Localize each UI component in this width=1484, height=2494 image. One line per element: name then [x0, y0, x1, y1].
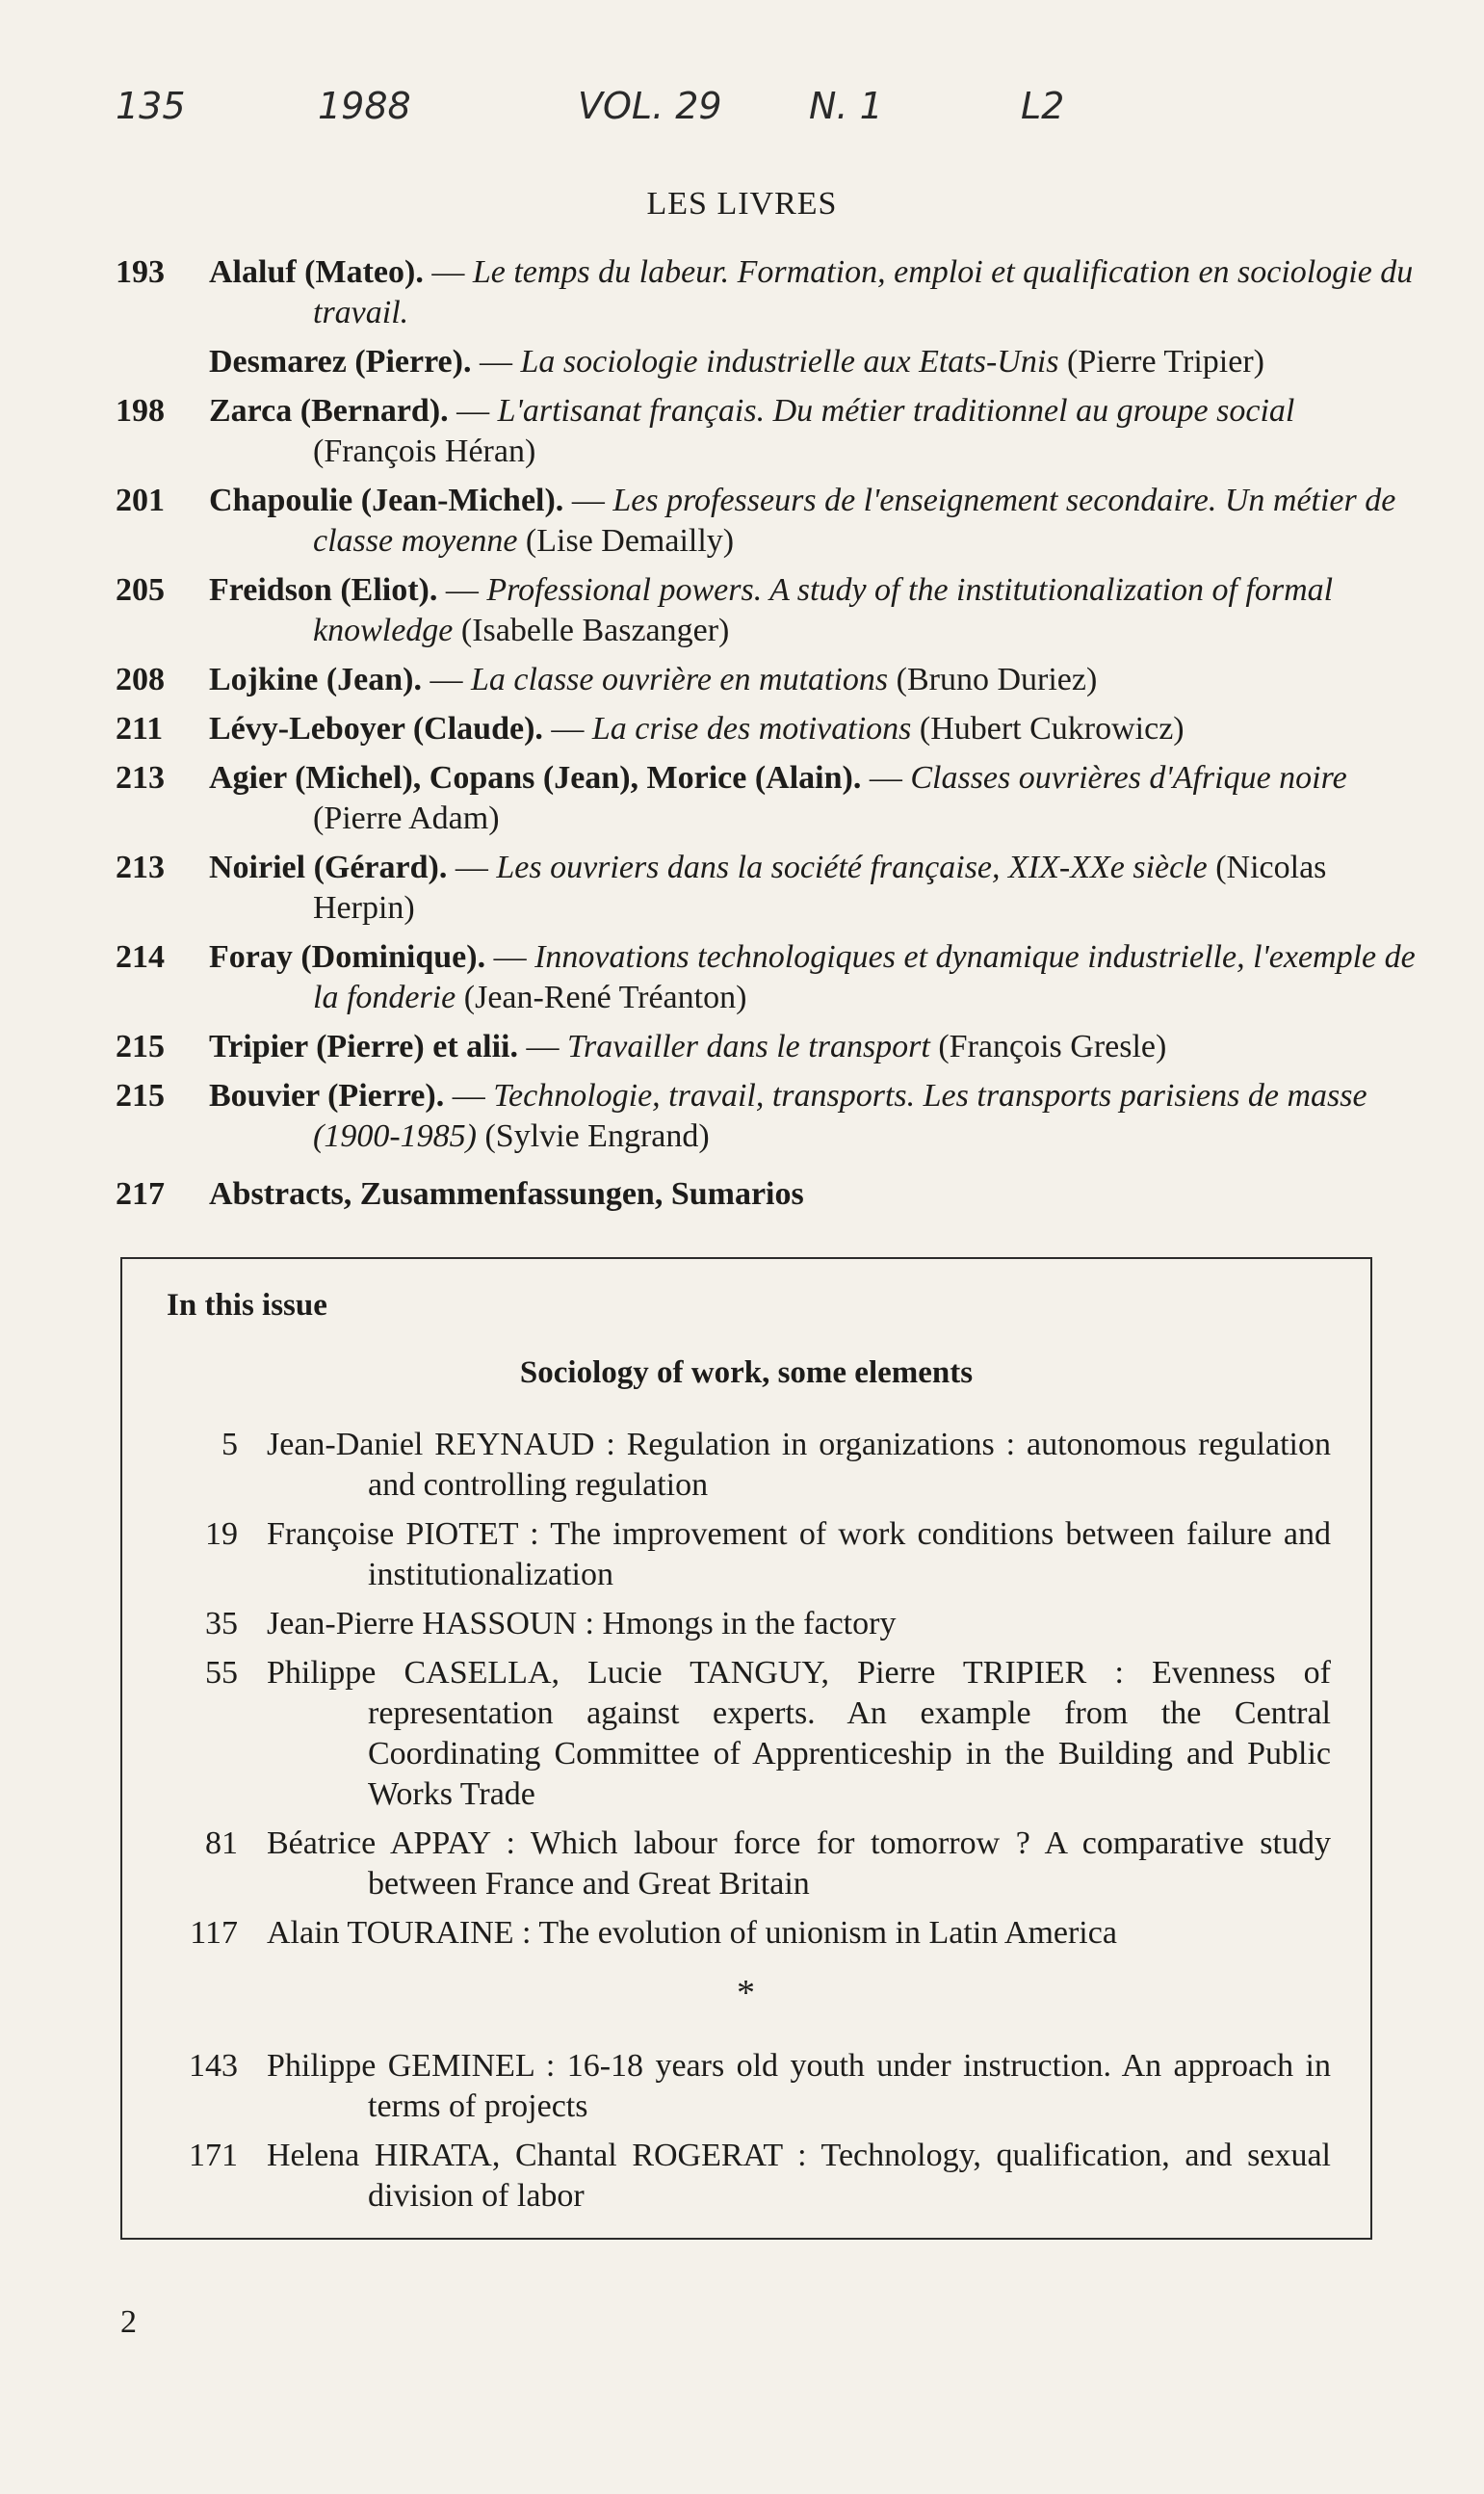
- book-author: Desmarez (Pierre).: [209, 344, 472, 380]
- book-entry: [116, 391, 1416, 472]
- article-page-number: 171: [189, 2138, 238, 2173]
- article-entry: [161, 1653, 1331, 1815]
- abstracts-entry: [116, 1174, 1416, 1215]
- article-page-number: 5: [221, 1427, 238, 1462]
- book-page-number: 215: [116, 1078, 165, 1114]
- article-page-number: 55: [205, 1655, 238, 1691]
- handwritten-annotation: [0, 85, 1484, 152]
- article-citation: Jean-Pierre HASSOUN : Hmongs in the factory: [267, 1606, 897, 1641]
- book-author: Noiriel (Gérard).: [209, 850, 448, 885]
- article-entry: [161, 2046, 1331, 2127]
- book-entry: [116, 848, 1416, 929]
- article-citation: Philippe CASELLA, Lucie TANGUY, Pierre TRIPIER : Evenness of representation against experts. An example from the Central Coordinating Committee of Apprenticeship in the Building and Public Works Trade: [267, 1655, 1331, 1812]
- book-entry: [116, 709, 1416, 749]
- book-citation: Bouvier (Pierre). — Technologie, travail, transports. Les transports parisiens de masse (1900-1985) (Sylvie Engrand): [209, 1078, 1367, 1154]
- article-entry: [161, 1604, 1331, 1644]
- article-citation: Alain TOURAINE : The evolution of unionism in Latin America: [267, 1915, 1117, 1951]
- article-citation: Jean-Daniel REYNAUD : Regulation in organizations : autonomous regulation and controlling regulation: [267, 1427, 1331, 1503]
- book-citation: Lojkine (Jean). — La classe ouvrière en mutations (Bruno Duriez): [209, 662, 1098, 697]
- book-title: Classes ouvrières d'Afrique noire: [910, 760, 1347, 796]
- book-title: Le temps du labeur. Formation, emploi et qualification en sociologie du travail.: [313, 254, 1414, 330]
- article-entry: [161, 1425, 1331, 1506]
- article-page-number: 19: [205, 1516, 238, 1552]
- abstracts-label: [209, 1174, 1416, 1215]
- book-citation: Tripier (Pierre) et alii. — Travailler dans le transport (François Gresle): [209, 1029, 1167, 1064]
- book-page-number: 214: [116, 939, 165, 975]
- book-author: Zarca (Bernard).: [209, 393, 449, 429]
- article-page-number: 117: [190, 1915, 238, 1951]
- book-author: Agier (Michel), Copans (Jean), Morice (Alain).: [209, 760, 862, 796]
- book-reviewer: (Isabelle Baszanger): [460, 613, 730, 648]
- abstracts-page-number: 217: [116, 1176, 165, 1212]
- book-page-number: 193: [116, 254, 165, 290]
- article-page-number: 81: [205, 1825, 238, 1861]
- article-citation: Françoise PIOTET : The improvement of work conditions between failure and institutionalization: [267, 1516, 1331, 1592]
- book-citation: Desmarez (Pierre). — La sociologie industrielle aux Etats-Unis (Pierre Tripier): [209, 344, 1264, 380]
- book-entry: [116, 570, 1416, 651]
- article-entry: [161, 1824, 1331, 1904]
- book-entry: [116, 342, 1416, 382]
- book-reviewer: (Jean-René Tréanton): [463, 980, 747, 1015]
- book-page-number: 205: [116, 572, 165, 608]
- book-title: La sociologie industrielle aux Etats-Unis: [520, 344, 1059, 380]
- book-reviewer: (Hubert Cukrowicz): [919, 711, 1185, 747]
- book-reviewer: (Nicolas Herpin): [313, 850, 1327, 926]
- book-citation: Foray (Dominique). — Innovations technologiques et dynamique industrielle, l'exemple de la fonderie (Jean-René Tréanton): [209, 939, 1416, 1015]
- article-citation: Helena HIRATA, Chantal ROGERAT : Technology, qualification, and sexual division of labor: [267, 2138, 1331, 2214]
- book-citation: Agier (Michel), Copans (Jean), Morice (Alain). — Classes ouvrières d'Afrique noire (Pierre Adam): [209, 760, 1347, 836]
- book-title: La crise des motivations: [591, 711, 912, 747]
- book-title: Les professeurs de l'enseignement secondaire. Un métier de classe moyenne: [313, 483, 1396, 559]
- book-page-number: 213: [116, 850, 165, 885]
- article-page-number: 35: [205, 1606, 238, 1641]
- book-page-number: 215: [116, 1029, 165, 1064]
- article-list: [161, 1425, 1331, 2225]
- book-author: Tripier (Pierre) et alii.: [209, 1029, 518, 1064]
- handnote-issue: N. 1: [809, 85, 883, 127]
- book-author: Foray (Dominique).: [209, 939, 486, 975]
- section-title: LES LIVRES: [646, 186, 838, 222]
- book-author: Alaluf (Mateo).: [209, 254, 424, 290]
- section-separator: *: [737, 1973, 755, 2013]
- book-page-number: 198: [116, 393, 165, 429]
- book-page-number: 201: [116, 483, 165, 518]
- book-entry: [116, 252, 1416, 333]
- book-title: Travailler dans le transport: [566, 1029, 930, 1064]
- in-this-issue-box: [120, 1257, 1372, 2240]
- book-title: L'artisanat français. Du métier traditionnel au groupe social: [497, 393, 1295, 429]
- book-review-list: [116, 252, 1416, 1223]
- page-number: 2: [120, 2304, 137, 2340]
- book-page-number: 211: [116, 711, 164, 747]
- book-entry: [116, 758, 1416, 839]
- book-author: Bouvier (Pierre).: [209, 1078, 445, 1114]
- book-reviewer: (Bruno Duriez): [896, 662, 1098, 697]
- book-author: Lojkine (Jean).: [209, 662, 422, 697]
- article-entry: [161, 1514, 1331, 1595]
- book-title: La classe ouvrière en mutations: [471, 662, 889, 697]
- book-reviewer: (François Gresle): [938, 1029, 1167, 1064]
- book-title: Technologie, travail, transports. Les transports parisiens de masse (1900-1985): [313, 1078, 1367, 1154]
- handnote-code: L2: [1021, 85, 1065, 127]
- book-citation: Chapoulie (Jean-Michel). — Les professeurs de l'enseignement secondaire. Un métier de classe moyenne (Lise Demailly): [209, 483, 1396, 559]
- book-reviewer: (Pierre Adam): [313, 801, 500, 836]
- book-entry: [116, 481, 1416, 562]
- book-page-number: 208: [116, 662, 165, 697]
- book-author: Chapoulie (Jean-Michel).: [209, 483, 564, 518]
- book-entry: [116, 937, 1416, 1018]
- book-reviewer: (François Héran): [313, 433, 536, 469]
- article-citation: Philippe GEMINEL : 16-18 years old youth under instruction. An approach in terms of projects: [267, 2048, 1331, 2124]
- article-entry: [161, 2136, 1331, 2217]
- book-citation: Noiriel (Gérard). — Les ouvriers dans la société française, XIX-XXe siècle (Nicolas Herpin): [209, 850, 1327, 926]
- book-entry: [116, 660, 1416, 700]
- book-entry: [116, 1027, 1416, 1067]
- book-entry: [116, 1076, 1416, 1157]
- book-title: Les ouvriers dans la société française, XIX-XXe siècle: [496, 850, 1208, 885]
- book-reviewer: (Pierre Tripier): [1067, 344, 1264, 380]
- issue-heading: In this issue: [167, 1288, 327, 1323]
- book-citation: Alaluf (Mateo). — Le temps du labeur. Formation, emploi et qualification en sociologie du travail.: [209, 254, 1414, 330]
- handnote-number: 135: [116, 85, 186, 127]
- book-page-number: [116, 342, 209, 382]
- article-citation: Béatrice APPAY : Which labour force for tomorrow ? A comparative study between France and Great Britain: [267, 1825, 1331, 1902]
- article-page-number: 143: [189, 2048, 238, 2084]
- book-citation: Freidson (Eliot). — Professional powers. A study of the institutionalization of formal knowledge (Isabelle Baszanger): [209, 572, 1334, 648]
- book-author: Freidson (Eliot).: [209, 572, 438, 608]
- book-citation: Lévy-Leboyer (Claude). — La crise des motivations (Hubert Cukrowicz): [209, 711, 1185, 747]
- book-reviewer: (Lise Demailly): [525, 523, 735, 559]
- book-title: Innovations technologiques et dynamique industrielle, l'exemple de la fonderie: [313, 939, 1416, 1015]
- book-page-number: 213: [116, 760, 165, 796]
- issue-theme: Sociology of work, some elements: [519, 1355, 974, 1390]
- book-reviewer: (Sylvie Engrand): [484, 1118, 710, 1154]
- handnote-volume: VOL. 29: [578, 85, 722, 127]
- abstracts-text: Abstracts, Zusammenfassungen, Sumarios: [209, 1176, 804, 1212]
- book-citation: Zarca (Bernard). — L'artisanat français. Du métier traditionnel au groupe social (François Héran): [209, 393, 1295, 469]
- book-title: Professional powers. A study of the institutionalization of formal knowledge: [313, 572, 1334, 648]
- book-author: Lévy-Leboyer (Claude).: [209, 711, 543, 747]
- article-entry: [161, 1913, 1331, 1954]
- handnote-year: 1988: [318, 85, 411, 127]
